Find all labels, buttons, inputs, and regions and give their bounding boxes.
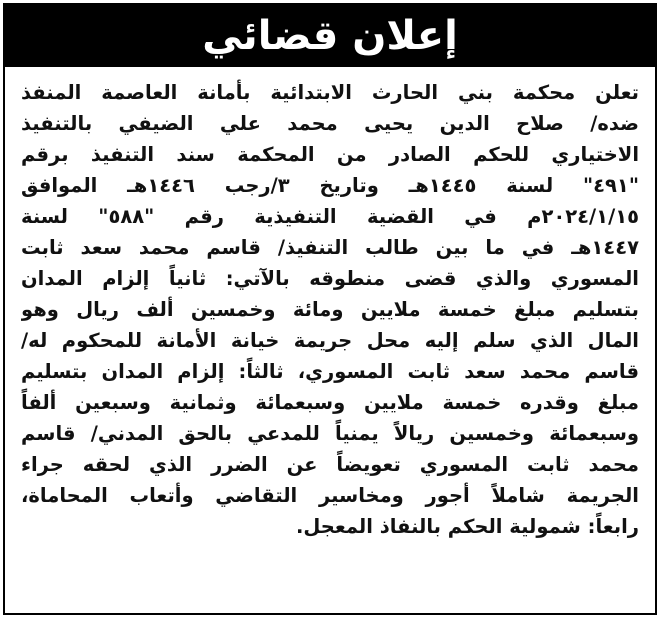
notice-body <box>21 77 639 542</box>
notice-line-15: رابعاً: شمولية الحكم بالنفاذ المعجل. <box>295 515 639 538</box>
notice-line-12: وسبعمائة وخمسين ريالاً يمنياً للمدعي بالحق المدني/ قاسم <box>21 422 639 445</box>
notice-line-14: الجريمة شاملاً أجور ومخاسير التقاضي وأتعاب المحاماة، <box>21 484 639 507</box>
notice-line-13: محمد ثابت المسوري تعويضاً عن الضرر الذي لحقه جراء <box>21 453 639 476</box>
notice-line-7: المسوري والذي قضى منطوقه بالآتي: ثانياً إلزام المدان <box>21 267 639 290</box>
notice-line-11: مبلغ وقدره خمسة ملايين وسبعمائة وثمانية وسبعين ألفاً <box>21 391 639 414</box>
notice-line-3: الاختياري للحكم الصادر من المحكمة سند التنفيذ برقم <box>21 143 639 166</box>
notice-line-8: بتسليم مبلغ خمسة ملايين ومائة وخمسين ألف ريال وهو <box>21 298 639 321</box>
notice-title: إعلان قضائي <box>202 13 458 59</box>
notice-line-9: المال الذي سلم إليه محل جريمة خيانة الأمانة للمحكوم له/ <box>21 329 639 352</box>
notice-header <box>5 5 655 67</box>
notice-line-1: تعلن محكمة بني الحارث الابتدائية بأمانة العاصمة المنفذ <box>21 81 639 104</box>
notice-line-5: ٢٠٢٤/١/١٥م في القضية التنفيذية رقم "٥٨٨" لسنة <box>21 205 639 228</box>
notice-line-4: "٤٩١" لسنة ١٤٤٥هـ وتاريخ ٣/رجب ١٤٤٦هـ الموافق <box>21 174 639 197</box>
notice-line-2: ضده/ صلاح الدين يحيى محمد علي الضيفي بالتنفيذ <box>21 112 639 135</box>
judicial-notice <box>3 3 657 615</box>
notice-line-6: ١٤٤٧هـ في ما بين طالب التنفيذ/ قاسم محمد سعد ثابت <box>21 236 639 259</box>
notice-line-10: قاسم محمد سعد ثابت المسوري، ثالثاً: إلزام المدان بتسليم <box>21 360 639 383</box>
